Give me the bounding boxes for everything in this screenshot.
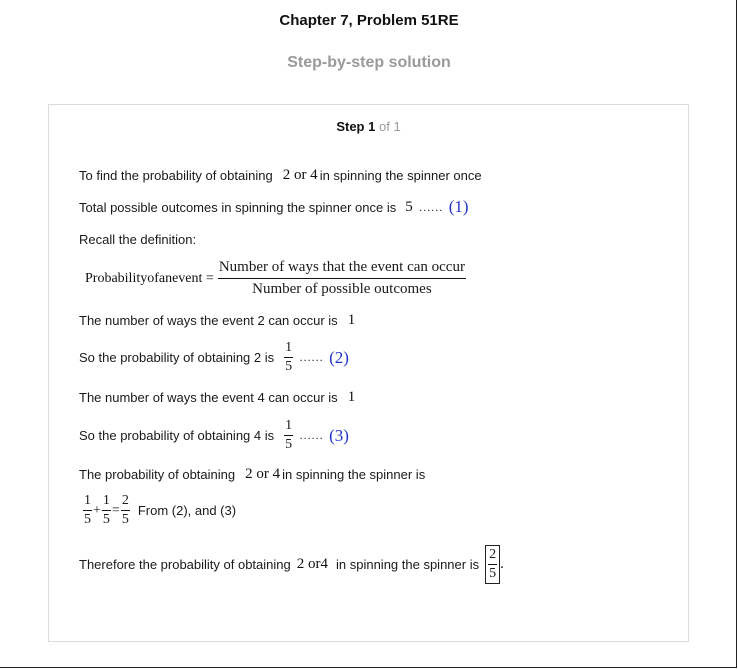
- final-answer-box: [485, 545, 500, 584]
- equation-label-3: (3): [329, 425, 349, 445]
- step-total: of 1: [378, 119, 401, 134]
- step-header: [49, 119, 688, 134]
- fraction-two-fifths: $\frac{2}{5}$: [489, 547, 497, 581]
- fraction-one-fifth: $\frac{1}{5}$: [102, 493, 110, 527]
- solution-line-1: To find the probability of obtaining 2 or 4 in spinning the spinner once: [79, 167, 482, 183]
- solution-line-9: $\frac{1}{5}$ + $\frac{1}{5}$ = $\frac{2}{5}$ From (2), and (3): [84, 493, 237, 527]
- step-label: Step: [336, 119, 365, 134]
- solution-line-10: Therefore the probability of obtaining 2 or4 in spinning the spinner is $\frac{2}{5}$ .: [79, 545, 504, 584]
- solution-line-8: The probability of obtaining 2 or 4 in spinning the spinner is: [79, 466, 426, 482]
- solution-line-6: The number of ways the event 4 can occur is 1: [79, 389, 356, 405]
- solution-line-3: Recall the definition:: [79, 232, 197, 247]
- fraction-one-fifth: $\frac{1}{5}$: [84, 493, 91, 527]
- solution-line-2: Total possible outcomes in spinning the spinner once is 5 …… (1): [79, 197, 469, 216]
- probability-definition: Probabilityofanevent = $\frac{\text{Number of ways that the event can occur}}{\text{Number of possible outcomes}}$: [85, 259, 465, 297]
- solution-line-7: So the probability of obtaining 4 is $\frac{1}{5}$ …… (3): [79, 418, 349, 452]
- fraction-one-fifth: $\frac{1}{5}$: [285, 418, 293, 452]
- fraction-one-fifth: $\frac{1}{5}$: [285, 340, 293, 374]
- definition-fraction: $\frac{\text{Number of ways that the event can occur}}{\text{Number of possible outcomes}}$: [218, 259, 465, 297]
- solution-line-5: So the probability of obtaining 2 is $\frac{1}{5}$ …… (2): [79, 340, 349, 374]
- solution-subtitle: Step-by-step solution: [287, 54, 451, 71]
- page-title: Chapter 7, Problem 51RE: [279, 12, 459, 29]
- solution-line-4: The number of ways the event 2 can occur is 1: [79, 312, 356, 328]
- equation-label-1: (1): [448, 197, 469, 216]
- solution-card: [48, 104, 689, 642]
- step-number: 1: [368, 119, 376, 134]
- fraction-two-fifths: $\frac{2}{5}$: [121, 493, 129, 527]
- equation-label-2: (2): [329, 347, 349, 367]
